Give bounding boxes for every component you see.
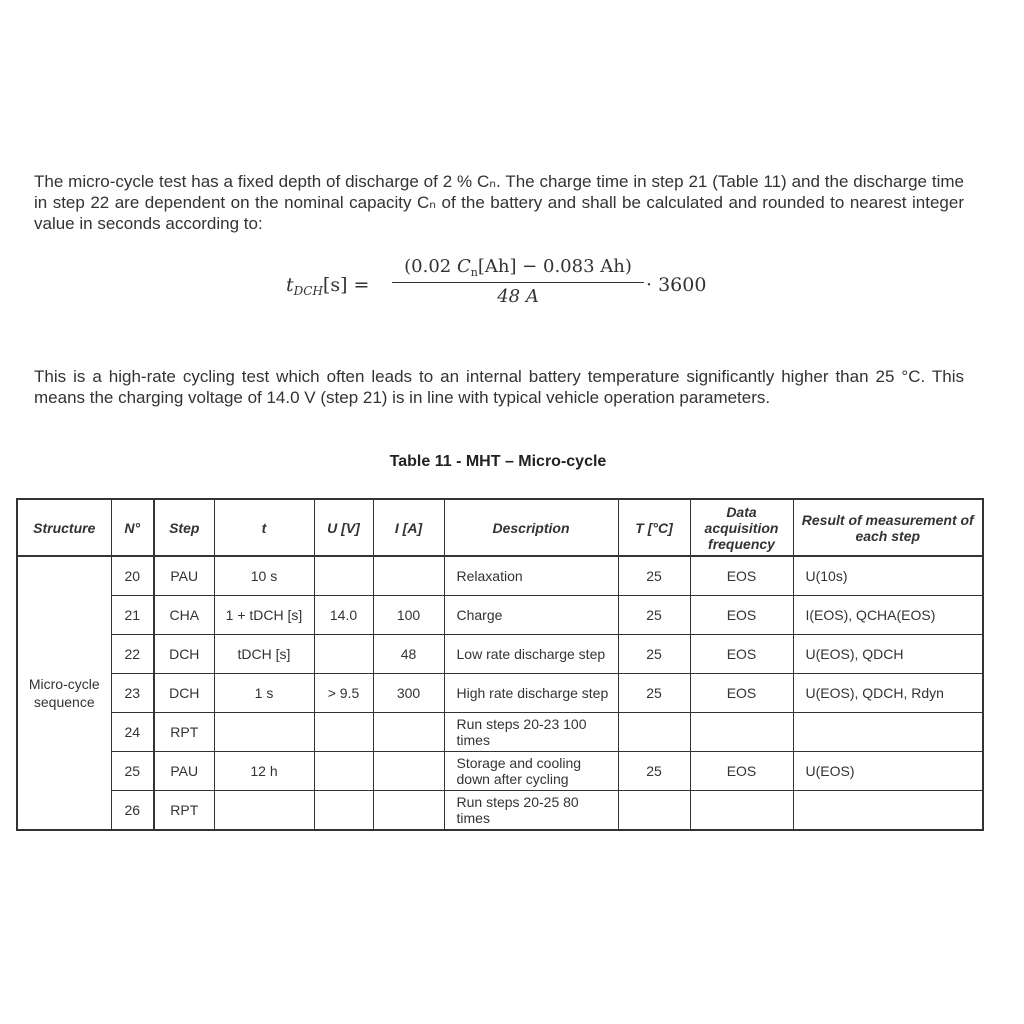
cell-i <box>373 713 444 752</box>
cell-t: tDCH [s] <box>214 635 314 674</box>
table-row <box>17 674 983 713</box>
cell-u: 14.0 <box>314 596 373 635</box>
cell-description: High rate discharge step <box>444 674 618 713</box>
cell-description: Low rate discharge step <box>444 635 618 674</box>
table-row <box>17 556 983 596</box>
header-description: Description <box>444 499 618 556</box>
cell-step: RPT <box>154 713 214 752</box>
formula-numerator: (0.02 $C_n[Ah] - 0.083$ Ah) <box>392 256 644 283</box>
table-row <box>17 791 983 831</box>
header-result: Result of measurement of each step <box>793 499 983 556</box>
intro-paragraph: The micro-cycle test has a fixed depth of discharge of 2 % Cₙ. The charge time in step 21 (Table 11) and the discharge time in step 22 are dependent on the nominal capacity Cₙ of the battery and shall be calculated and rounded to nearest integer value in seconds according to: <box>34 172 964 233</box>
cell-step: DCH <box>154 674 214 713</box>
cell-freq: EOS <box>690 596 793 635</box>
cell-freq: EOS <box>690 674 793 713</box>
cell-description: Run steps 20-23 100 times <box>444 713 618 752</box>
header-i: I [A] <box>373 499 444 556</box>
cell-i <box>373 556 444 596</box>
formula-denominator: 48 A <box>497 286 539 307</box>
cell-freq <box>690 713 793 752</box>
cell-step: PAU <box>154 556 214 596</box>
cell-u <box>314 713 373 752</box>
cell-temp: 25 <box>618 635 690 674</box>
cell-u <box>314 635 373 674</box>
header-temp: T [°C] <box>618 499 690 556</box>
cell-i: 48 <box>373 635 444 674</box>
cell-description: Storage and cooling down after cycling <box>444 752 618 791</box>
header-freq: Data acquisition frequency <box>690 499 793 556</box>
cell-step: DCH <box>154 635 214 674</box>
cell-freq <box>690 791 793 831</box>
header-no: N° <box>111 499 154 556</box>
cell-result: U(EOS) <box>793 752 983 791</box>
cell-step: RPT <box>154 791 214 831</box>
cell-t: 1 + tDCH [s] <box>214 596 314 635</box>
cell-no: 26 <box>111 791 154 831</box>
cell-no: 25 <box>111 752 154 791</box>
cell-u <box>314 791 373 831</box>
cell-no: 20 <box>111 556 154 596</box>
cell-t: 1 s <box>214 674 314 713</box>
cell-t <box>214 791 314 831</box>
cell-i: 300 <box>373 674 444 713</box>
cell-result: U(10s) <box>793 556 983 596</box>
cell-result: U(EOS), QDCH <box>793 635 983 674</box>
cell-u: > 9.5 <box>314 674 373 713</box>
cell-no: 22 <box>111 635 154 674</box>
cell-result: I(EOS), QCHA(EOS) <box>793 596 983 635</box>
cell-temp: 25 <box>618 674 690 713</box>
cell-temp: 25 <box>618 556 690 596</box>
formula-fraction <box>392 256 644 307</box>
cell-description: Relaxation <box>444 556 618 596</box>
cell-freq: EOS <box>690 752 793 791</box>
cell-freq: EOS <box>690 556 793 596</box>
table-header-row <box>17 499 983 556</box>
table-row <box>17 752 983 791</box>
cell-t: 12 h <box>214 752 314 791</box>
table-row <box>17 713 983 752</box>
formula-multiplier: · 3600 <box>646 274 707 296</box>
header-step: Step <box>154 499 214 556</box>
cell-no: 21 <box>111 596 154 635</box>
cell-freq: EOS <box>690 635 793 674</box>
header-t: t <box>214 499 314 556</box>
cell-no: 24 <box>111 713 154 752</box>
header-u: U [V] <box>314 499 373 556</box>
cell-u <box>314 752 373 791</box>
cell-temp <box>618 713 690 752</box>
structure-cell: Micro-cycle sequence <box>17 556 111 830</box>
table-row <box>17 635 983 674</box>
cell-temp: 25 <box>618 596 690 635</box>
cell-no: 23 <box>111 674 154 713</box>
cell-i <box>373 791 444 831</box>
cell-result: U(EOS), QDCH, Rdyn <box>793 674 983 713</box>
cell-description: Charge <box>444 596 618 635</box>
cell-t <box>214 713 314 752</box>
table-title: Table 11 - MHT – Micro-cycle <box>389 453 607 470</box>
cell-result <box>793 713 983 752</box>
cell-result <box>793 791 983 831</box>
cell-temp: 25 <box>618 752 690 791</box>
cell-t: 10 s <box>214 556 314 596</box>
cell-i: 100 <box>373 596 444 635</box>
cell-temp <box>618 791 690 831</box>
cell-description: Run steps 20-25 80 times <box>444 791 618 831</box>
high-rate-paragraph: This is a high-rate cycling test which often leads to an internal battery temperature significantly higher than 25 °C. This means the charging voltage of 14.0 V (step 21) is in line with typical vehicle operation parameters. <box>34 367 964 407</box>
header-structure: Structure <box>17 499 111 556</box>
micro-cycle-table <box>16 498 984 831</box>
cell-step: PAU <box>154 752 214 791</box>
cell-step: CHA <box>154 596 214 635</box>
table-row <box>17 596 983 635</box>
cell-i <box>373 752 444 791</box>
cell-u <box>314 556 373 596</box>
formula-lhs: $t_{DCH}[s]$ = <box>286 274 370 298</box>
